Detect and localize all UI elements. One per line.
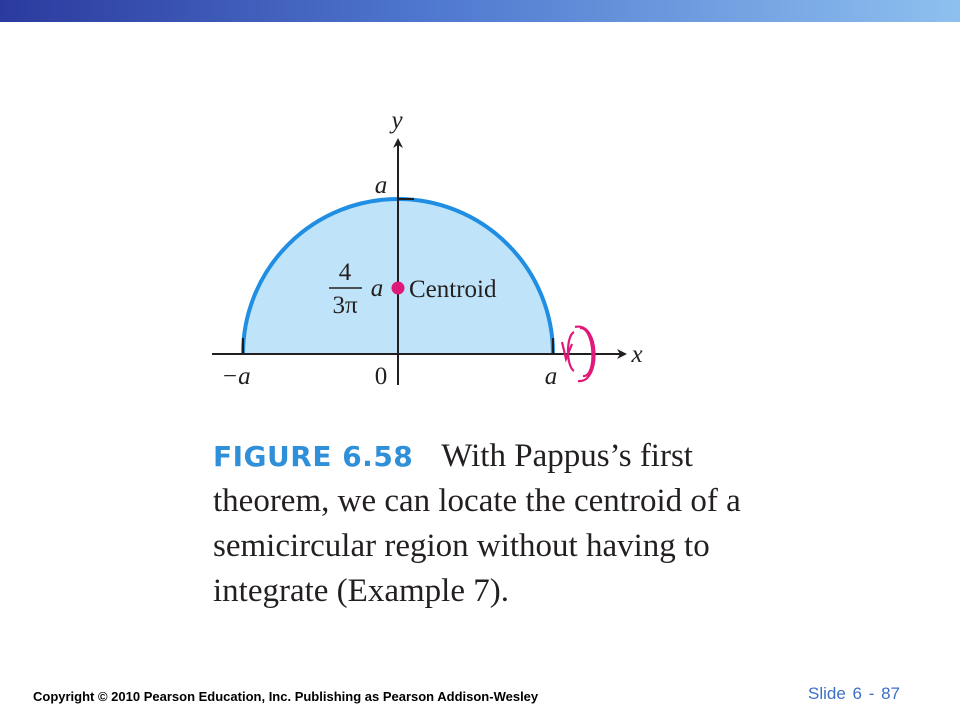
x-axis-label: x bbox=[631, 341, 643, 368]
figure-caption bbox=[213, 434, 813, 614]
origin-label: 0 bbox=[374, 363, 388, 390]
copyright-notice: Copyright © 2010 Pearson Education, Inc. Publishing as Pearson Addison-Wesley bbox=[33, 689, 539, 704]
centroid-variable: a bbox=[370, 275, 384, 302]
left-tick-label: −a bbox=[221, 363, 251, 390]
centroid-label: Centroid bbox=[409, 276, 497, 303]
slide-number: Slide 6 - 87 bbox=[808, 684, 900, 703]
centroid-dot bbox=[392, 282, 405, 295]
caption-text: With Pappus’s first theorem, we can locate the centroid of a semicircular region without having to integrate (Example 7). bbox=[213, 438, 741, 609]
centroid-denominator: 3π bbox=[332, 292, 358, 319]
top-tick-label: a bbox=[374, 172, 388, 199]
figure-label: FIGURE 6.58 bbox=[213, 440, 414, 473]
centroid-numerator: 4 bbox=[338, 259, 352, 286]
right-tick-label: a bbox=[544, 363, 558, 390]
y-axis-label: y bbox=[391, 107, 403, 134]
